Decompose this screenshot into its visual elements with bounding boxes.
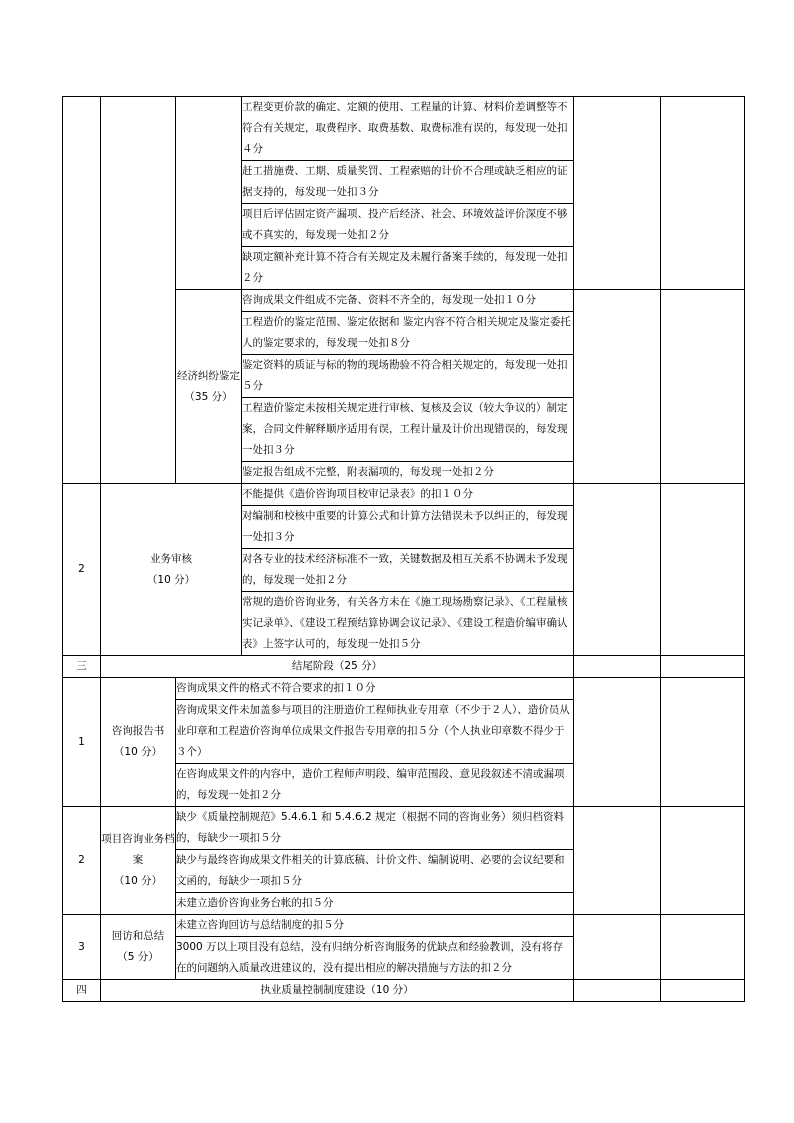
category-score: （10 分）	[113, 875, 163, 887]
category-label: 咨询报告书	[111, 725, 165, 737]
scoring-table	[62, 96, 745, 1002]
criterion-text: 工程造价的鉴定范围、鉴定依据和 鉴定内容不符合相关规定及鉴定委托人的鉴定要求的，每发现一处扣８分	[242, 312, 574, 355]
category-score: （5 分）	[117, 951, 159, 963]
table-row	[63, 678, 745, 700]
score-cell	[574, 915, 661, 980]
remark-cell	[661, 678, 745, 807]
section-number: 三	[63, 656, 101, 678]
criterion-text: 常规的造价咨询业务，有关各方未在《施工现场勘察记录》、《工程量核实记录单》、《建设工程预结算协调会议记录》、《建设工程造价编审确认表》上签字认可的，每发现一处扣５分	[242, 592, 574, 656]
number-cell	[63, 97, 101, 484]
criterion-text: 工程变更价款的确定、定额的使用、工程量的计算、材料价差调整等不符合有关规定，取费程序、取费基数、取费标准有误的，每发现一处扣４分	[242, 97, 574, 161]
criterion-text: 缺项定额补充计算不符合有关规定及未履行备案手续的，每发现一处扣２分	[242, 247, 574, 290]
category-cell	[101, 915, 176, 980]
category-cell	[101, 807, 176, 915]
category-score: （10 分）	[113, 746, 163, 758]
criterion-text: 缺少与最终咨询成果文件相关的计算底稿、计价文件、编制说明、必要的会议纪要和文函的，每缺少一项扣５分	[176, 850, 574, 893]
criterion-text: 咨询成果文件组成不完备、资料不齐全的，每发现一处扣１０分	[242, 290, 574, 312]
remark-cell	[661, 484, 745, 656]
category-score: （10 分）	[146, 573, 196, 586]
section-number: 四	[63, 980, 101, 1002]
subcategory-cell	[176, 97, 242, 290]
criterion-text: 在咨询成果文件的内容中，造价工程师声明段、编审范围段、意见段叙述不清或漏项的，每发现一处扣２分	[176, 764, 574, 807]
subcategory-cell	[176, 290, 242, 484]
category-label: 回访和总结	[111, 930, 165, 942]
table-row	[63, 807, 745, 850]
remark-cell	[661, 807, 745, 915]
criterion-text: 3000 万以上项目没有总结，没有归纳分析咨询服务的优缺点和经验教训，没有将存在的问题纳入质量改进建议的，没有提出相应的解决措施与方法的扣２分	[176, 937, 574, 980]
criterion-text: 咨询成果文件的格式不符合要求的扣１０分	[176, 678, 574, 700]
category-score: （35 分）	[184, 390, 233, 403]
score-cell	[574, 290, 661, 484]
criterion-text: 对编制和校核中重要的计算公式和计算方法错误未予以纠正的，每发现一处扣３分	[242, 506, 574, 549]
criterion-text: 鉴定报告组成不完整，附表漏项的，每发现一处扣２分	[242, 462, 574, 484]
score-cell	[574, 980, 661, 1002]
criterion-text: 缺少《质量控制规范》5.4.6.1 和 5.4.6.2 规定（根据不同的咨询业务）须归档资料的，每缺少一项扣５分	[176, 807, 574, 850]
section-title: 执业质量控制制度建设（10 分）	[101, 980, 574, 1002]
table-row	[63, 484, 745, 506]
criterion-text: 项目后评估固定资产漏项、投产后经济、社会、环境效益评价深度不够或不真实的，每发现一处扣２分	[242, 204, 574, 247]
criterion-text: 赶工措施费、工期、质量奖罚、工程索赔的计价不合理或缺乏相应的证据支持的，每发现一处扣３分	[242, 161, 574, 204]
criterion-text: 未建立咨询回访与总结制度的扣５分	[176, 915, 574, 937]
category-label: 经济纠纷鉴定	[177, 369, 240, 382]
score-cell	[574, 807, 661, 915]
row-number: 2	[63, 484, 101, 656]
score-cell	[574, 97, 661, 290]
score-cell	[574, 484, 661, 656]
score-cell	[574, 678, 661, 807]
section-row	[63, 656, 745, 678]
criterion-text: 咨询成果文件未加盖参与项目的注册造价工程师执业专用章（不少于２人）、造价员从业印章和工程造价咨询单位成果文件报告专用章的扣５分（个人执业印章数不得少于３个）	[176, 700, 574, 764]
score-cell	[574, 656, 661, 678]
row-number: 3	[63, 915, 101, 980]
category-cell	[101, 97, 176, 484]
criterion-text: 不能提供《造价咨询项目校审记录表》的扣１０分	[242, 484, 574, 506]
criterion-text: 对各专业的技术经济标准不一致，关键数据及相互关系不协调未予发现的，每发现一处扣２分	[242, 549, 574, 592]
table-row	[63, 915, 745, 937]
remark-cell	[661, 656, 745, 678]
criterion-text: 鉴定资料的质证与标的物的现场勘验不符合相关规定的，每发现一处扣５分	[242, 355, 574, 398]
criterion-text: 未建立造价咨询业务台帐的扣５分	[176, 893, 574, 915]
category-label: 项目咨询业务档案	[101, 833, 175, 866]
row-number: 2	[63, 807, 101, 915]
category-label: 业务审核	[150, 552, 192, 565]
remark-cell	[661, 97, 745, 290]
remark-cell	[661, 980, 745, 1002]
row-number: 1	[63, 678, 101, 807]
criterion-text: 工程造价鉴定未按相关规定进行审核、复核及会议（较大争议的）制定案，合同文件解释顺序适用有误，工程计量及计价出现错误的，每发现一处扣３分	[242, 398, 574, 462]
section-title: 结尾阶段（25 分）	[101, 656, 574, 678]
category-cell	[101, 484, 242, 656]
category-cell	[101, 678, 176, 807]
table-row	[63, 97, 745, 161]
section-row	[63, 980, 745, 1002]
remark-cell	[661, 290, 745, 484]
remark-cell	[661, 915, 745, 980]
